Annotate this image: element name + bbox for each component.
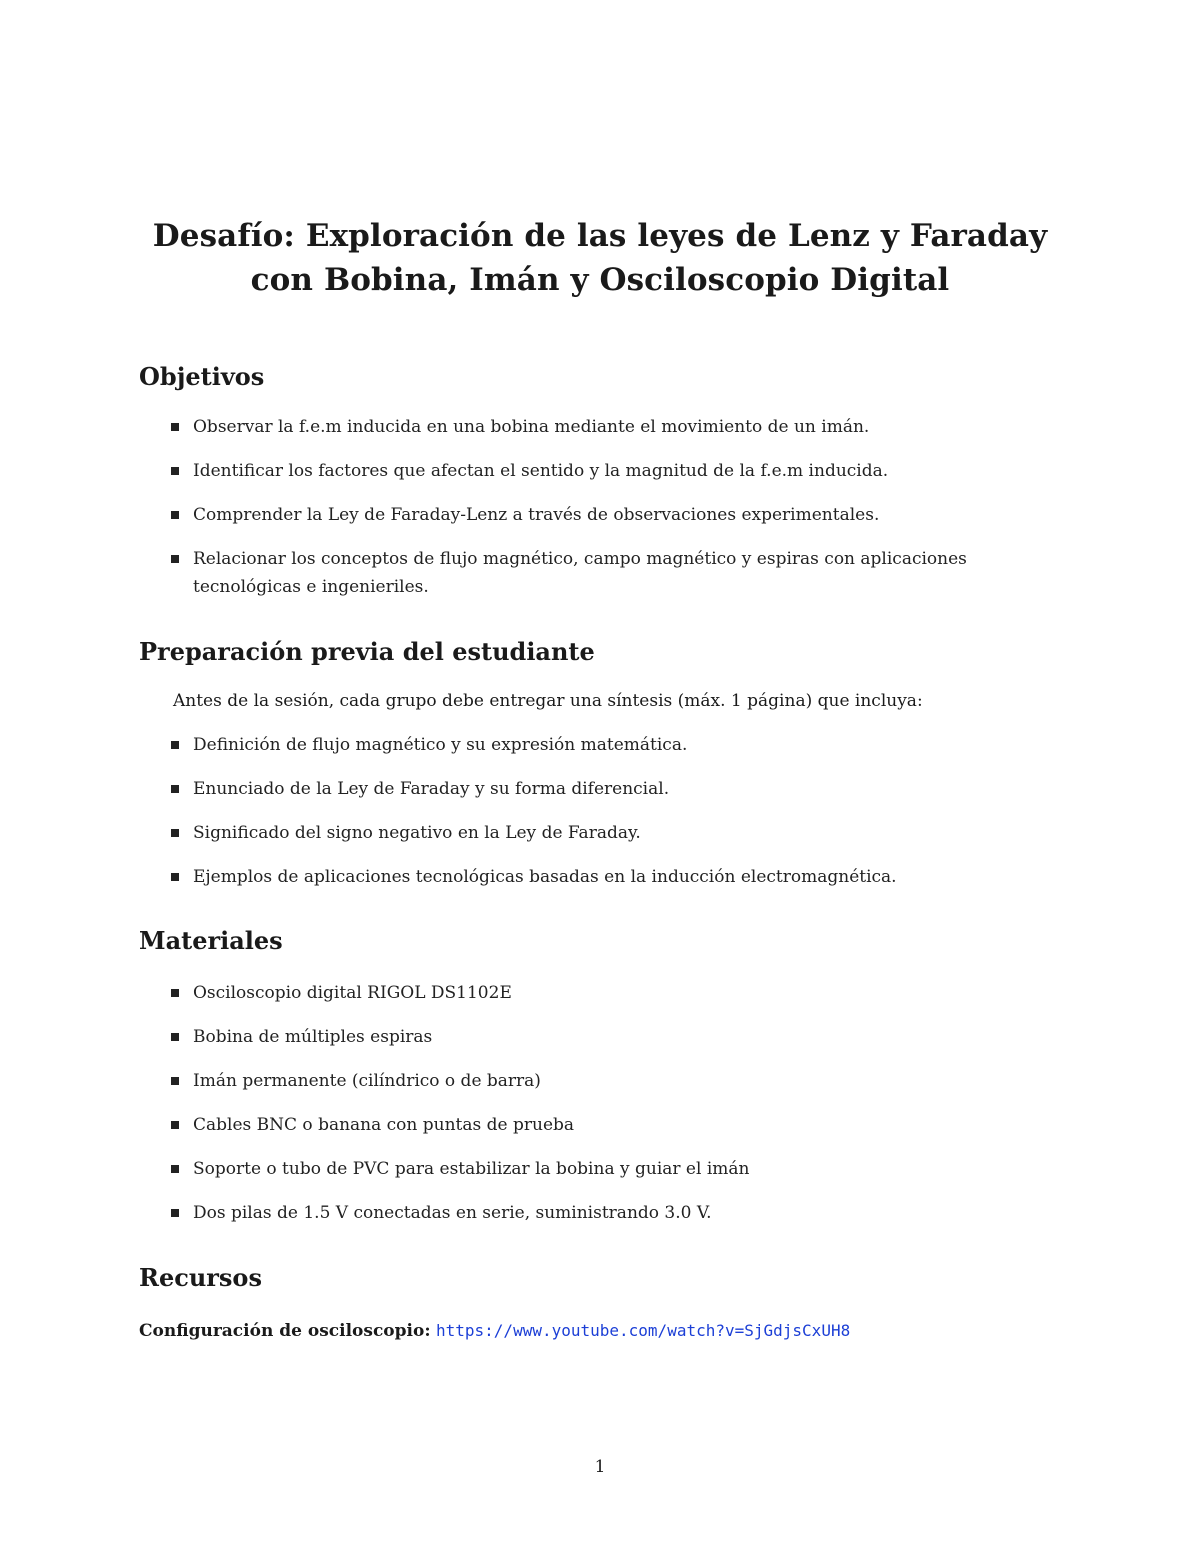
bullet-icon <box>171 555 179 563</box>
resource-label: Configuración de osciloscopio: <box>139 1321 431 1341</box>
heading-preparacion: Preparación previa del estudiante <box>139 637 595 666</box>
oscilloscope-video-link[interactable]: https://www.youtube.com/watch?v=SjGdjsCxUH8 <box>436 1321 851 1340</box>
objetivos-list <box>139 413 1079 601</box>
section-preparacion <box>139 637 1079 891</box>
bullet-icon <box>171 989 179 997</box>
bullet-icon <box>171 1209 179 1217</box>
section-materiales <box>139 926 1079 1227</box>
bullet-icon <box>171 873 179 881</box>
heading-recursos: Recursos <box>139 1263 262 1292</box>
list-item: Observar la f.e.m inducida en una bobina mediante el movimiento de un imán. <box>139 413 1079 441</box>
heading-objetivos: Objetivos <box>139 362 265 391</box>
list-item: Cables BNC o banana con puntas de prueba <box>139 1111 1079 1139</box>
list-item: Osciloscopio digital RIGOL DS1102E <box>139 979 1079 1007</box>
bullet-icon <box>171 511 179 519</box>
bullet-icon <box>171 741 179 749</box>
list-item: Significado del signo negativo en la Ley de Faraday. <box>139 819 1079 847</box>
bullet-icon <box>171 1077 179 1085</box>
list-item: Relacionar los conceptos de flujo magnético, campo magnético y espiras con aplicaciones tecnológicas e ingenieriles. <box>139 545 1063 601</box>
heading-materiales: Materiales <box>139 926 283 955</box>
list-item: Dos pilas de 1.5 V conectadas en serie, suministrando 3.0 V. <box>139 1199 1079 1227</box>
list-item: Imán permanente (cilíndrico o de barra) <box>139 1067 1079 1095</box>
list-item: Bobina de múltiples espiras <box>139 1023 1079 1051</box>
bullet-icon <box>171 423 179 431</box>
document-title <box>0 214 1200 302</box>
preparacion-intro: Antes de la sesión, cada grupo debe entregar una síntesis (máx. 1 página) que incluya: <box>173 691 923 711</box>
section-objetivos <box>139 362 1079 601</box>
materiales-list <box>139 979 1079 1227</box>
resource-line <box>139 1317 1079 1345</box>
preparacion-list <box>139 731 1079 891</box>
bullet-icon <box>171 1165 179 1173</box>
list-item: Soporte o tubo de PVC para estabilizar la bobina y guiar el imán <box>139 1155 1079 1183</box>
list-item: Enunciado de la Ley de Faraday y su forma diferencial. <box>139 775 1079 803</box>
list-item: Comprender la Ley de Faraday-Lenz a través de observaciones experimentales. <box>139 501 1079 529</box>
list-item: Identificar los factores que afectan el sentido y la magnitud de la f.e.m inducida. <box>139 457 1079 485</box>
bullet-icon <box>171 785 179 793</box>
section-recursos <box>139 1263 1079 1345</box>
title-line-1: Desafío: Exploración de las leyes de Lenz y Faraday <box>152 218 1048 254</box>
list-item: Definición de flujo magnético y su expresión matemática. <box>139 731 1079 759</box>
bullet-icon <box>171 1121 179 1129</box>
list-item: Ejemplos de aplicaciones tecnológicas basadas en la inducción electromagnética. <box>139 863 1079 891</box>
bullet-icon <box>171 1033 179 1041</box>
bullet-icon <box>171 829 179 837</box>
bullet-icon <box>171 467 179 475</box>
title-line-2: con Bobina, Imán y Osciloscopio Digital <box>250 262 950 298</box>
page-number: 1 <box>594 1457 606 1477</box>
